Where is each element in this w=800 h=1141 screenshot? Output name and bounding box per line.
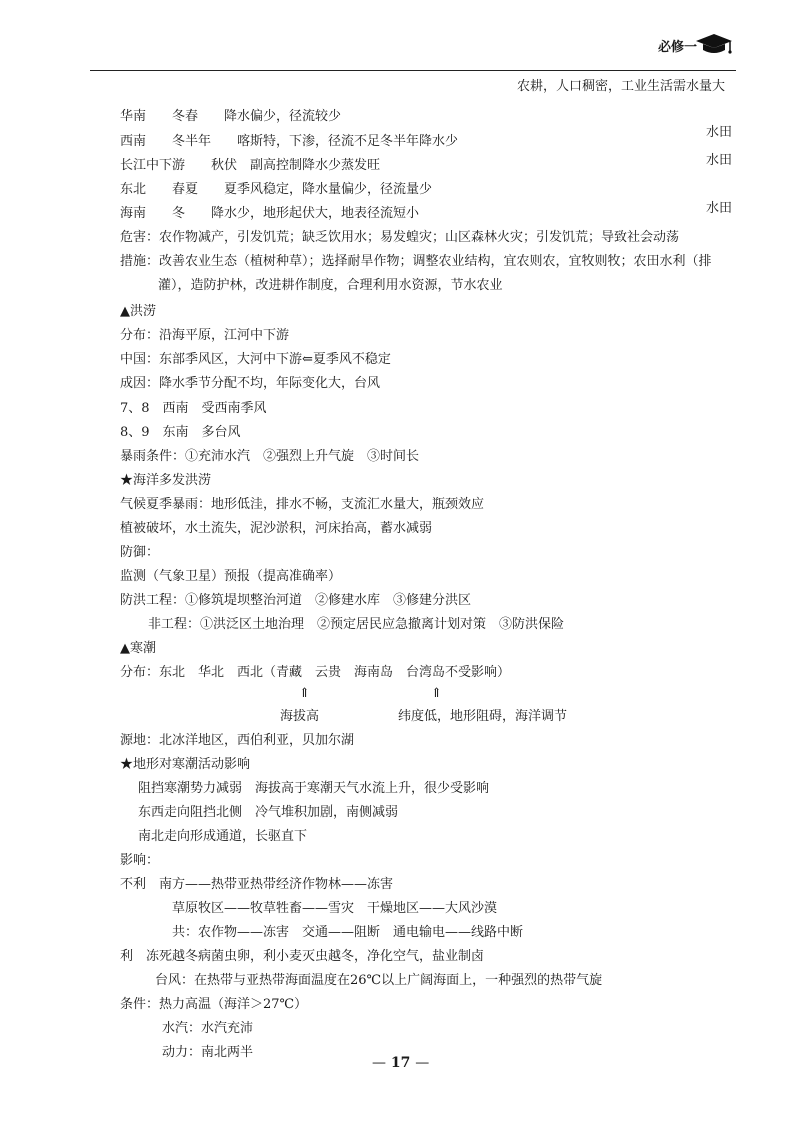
text-line: 防御： [120,545,160,560]
text-line: 分布：东北 华北 西北（青藏 云贵 海南岛 台湾岛不受影响） [120,665,511,680]
text-line: 暴雨条件：①充沛水汽 ②强烈上升气旋 ③时间长 [120,449,420,464]
text-line: 台风：在热带与亚热带海面温度在26℃以上广阔海面上，一种强烈的热带气旋 [155,973,603,988]
text-line: 成因：降水季节分配不均，年际变化大，台风 [120,376,381,391]
text-line: ★地形对寒潮活动影响 [120,757,251,772]
text-line: 阻挡寒潮势力减弱 海拔高于寒潮天气水流上升，很少受影响 [138,781,490,796]
text-line: 华南 冬春 降水偏少，径流较少 [120,109,342,124]
arrow-up: ⇑ [431,686,442,701]
text-line: 植被破坏，水土流失，泥沙淤积，河床抬高，蓄水减弱 [120,521,433,536]
text-line: 动力：南北两半 [162,1045,254,1060]
text-line: 危害：农作物减产，引发饥荒；缺乏饮用水；易发蝗灾；山区森林火灾；引发饥荒；导致社会动荡 [120,230,680,245]
header-label: 必修一 [658,40,698,55]
text-line: 影响： [120,853,160,868]
page-number-dash-left: — [372,1055,386,1071]
text-line: 南北走向形成通道，长驱直下 [138,829,308,844]
text-line: 防洪工程：①修筑堤坝整治河道 ②修建水库 ③修建分洪区 [120,593,472,608]
text-line: ★海洋多发洪涝 [120,473,212,488]
text-line: 水田 [706,201,733,216]
page-number-dash-right: — [415,1055,430,1071]
text-line: 东北 春夏 夏季风稳定，降水量偏少，径流量少 [120,182,433,197]
text-line: 分布：沿海平原，江河中下游 [120,328,290,343]
text-line: 源地：北冰洋地区，西伯利亚，贝加尔湖 [120,733,355,748]
graduation-cap-icon [694,32,734,56]
text-line: 共：农作物——冻害 交通——阻断 通电输电——线路中断 [172,925,524,940]
text-line: 气候夏季暴雨：地形低洼，排水不畅，支流汇水量大，瓶颈效应 [120,497,485,512]
text-line: 监测（气象卫星）预报（提高准确率） [120,569,342,584]
text-line: 水田 [706,153,733,168]
text-line: 海南 冬 降水少，地形起伏大，地表径流短小 [120,206,420,221]
text-line: 纬度低，地形阻碍，海洋调节 [398,709,568,724]
text-line: 7、8 西南 受西南季风 [120,401,267,416]
text-line: 中国：东部季风区，大河中下游⇐夏季风不稳定 [120,352,391,367]
page-number-value: 17 [390,1055,411,1071]
text-line: 东西走向阻挡北侧 冷气堆积加剧，南侧减弱 [138,805,399,820]
text-line: 不利 南方——热带亚热带经济作物林——冻害 [120,877,394,892]
text-line: 水汽：水汽充沛 [162,1021,254,1036]
text-line: 非工程：①洪泛区土地治理 ②预定居民应急撤离计划对策 ③防洪保险 [148,617,565,632]
header-rule [90,70,736,71]
text-line: 8、9 东南 多台风 [120,425,241,440]
text-line: 灌），造防护林，改进耕作制度，合理利用水资源，节水农业 [158,278,503,293]
text-line: 水田 [706,125,733,140]
arrow-up: ⇑ [299,686,310,701]
text-line: 草原牧区——牧草牲畜——雪灾 干燥地区——大风沙漠 [172,901,498,916]
text-line: 措施：改善农业生态（植树种草）；选择耐旱作物；调整农业结构，宜农则农，宜牧则牧；农田水利（排 [120,254,712,269]
text-line: 海拔高 [280,709,320,724]
text-line: 农耕，人口稠密，工业生活需水量大 [517,79,726,94]
page-number [372,1055,429,1071]
text-line: 西南 冬半年 喀斯特，下渗，径流不足冬半年降水少 [120,134,459,149]
text-line: 长江中下游 秋伏 副高控制降水少蒸发旺 [120,158,381,173]
text-line: 条件：热力高温（海洋＞27℃） [120,997,308,1012]
text-line: ▲寒潮 [120,641,156,656]
text-line: 利 冻死越冬病菌虫卵，利小麦灭虫越冬，净化空气，盐业制卤 [120,949,485,964]
text-line: ▲洪涝 [120,304,156,319]
